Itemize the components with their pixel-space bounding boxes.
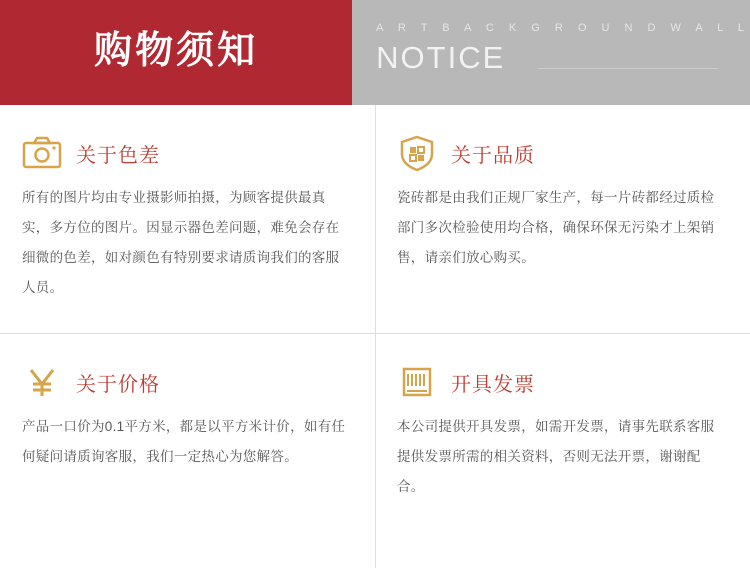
- notice-section-invoice: [375, 334, 750, 502]
- section-title: 开具发票: [451, 373, 535, 396]
- notice-section-color: [0, 105, 375, 303]
- camera-icon: [22, 133, 62, 173]
- section-title: 关于色差: [76, 144, 160, 167]
- header-divider-rule: [538, 68, 718, 69]
- notice-grid: [0, 105, 750, 568]
- section-header: [397, 105, 728, 183]
- section-title: 关于品质: [451, 144, 535, 167]
- header-left-block: [0, 0, 352, 105]
- yen-price-icon: [22, 362, 62, 402]
- section-header: [22, 105, 353, 183]
- section-body: 瓷砖都是由我们正规厂家生产，每一片砖都经过质检部门多次检验使用均合格，确保环保无污染才上架销售，请亲们放心购买。: [397, 190, 715, 265]
- invoice-icon: [397, 362, 437, 402]
- page-title: 购物须知: [94, 29, 259, 72]
- section-header: [397, 334, 728, 412]
- notice-section-price: [0, 334, 375, 472]
- header-right-block: [352, 0, 750, 105]
- section-body: 本公司提供开具发票，如需开发票，请事先联系客服提供发票所需的相关资料，否则无法开票，谢谢配合。: [397, 419, 715, 494]
- notice-section-quality: [375, 105, 750, 273]
- header-title-en: NOTICE: [376, 40, 506, 75]
- section-body: 产品一口价为0.1平方米，都是以平方米计价，如有任何疑问请质询客服，我们一定热心为您解答。: [22, 419, 346, 464]
- section-title: 关于价格: [76, 373, 160, 396]
- section-header: [22, 334, 353, 412]
- shield-quality-icon: [397, 133, 437, 173]
- page-header: [0, 0, 750, 105]
- section-body: 所有的图片均由专业摄影师拍摄，为顾客提供最真实，多方位的图片。因显示器色差问题，难免会存在细微的色差，如对颜色有特别要求请质询我们的客服人员。: [22, 190, 340, 295]
- header-subtitle-en: A R T B A C K G R O U N D W A L L: [376, 22, 750, 34]
